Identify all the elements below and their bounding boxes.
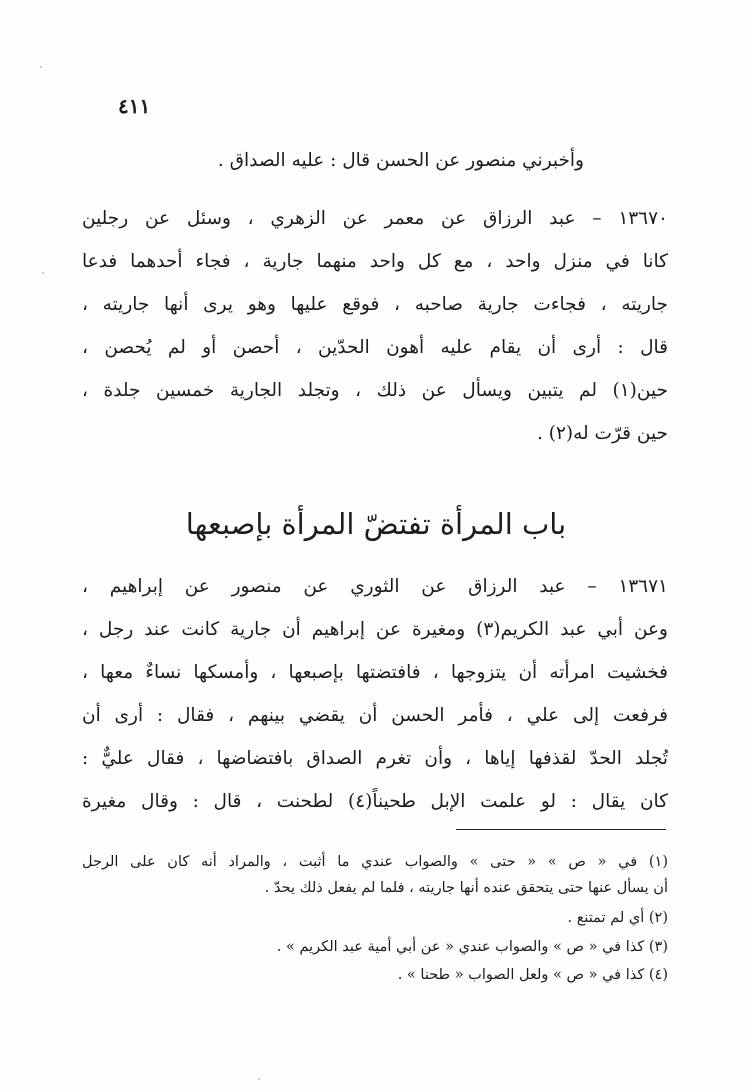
hadith-13670-line: قال : أرى أن يقام عليه أهون الحدّين ، أحصن أو لم يُحصن ، xyxy=(82,337,668,358)
scan-speck xyxy=(42,272,44,274)
hadith-13671-line: وعن أبي عبد الكريم(٣) ومغيرة عن إبراهيم أن جارية كانت عند رجل ، xyxy=(82,619,668,640)
hadith-13671-line: كان يقال : لو علمت الإبل طحيناً(٤) لطحنت ، قال : وقال مغيرة xyxy=(82,791,668,812)
page-number: ٤١١ xyxy=(118,94,151,118)
footnote-4: (٤) كذا في « ص » ولعل الصواب « طحنا » . xyxy=(397,967,668,983)
footnote-1-cont: أن يسأل عنها حتى يتحقق عنده أنها جاريته ، فلما لم يفعل ذلك يحدّ . xyxy=(264,880,668,896)
hadith-13670-line: ١٣٦٧٠ – عبد الرزاق عن معمر عن الزهري ، وسئل عن رجلين xyxy=(82,208,668,229)
chapter-title: باب المرأة تفتضّ المرأة بإصبعها xyxy=(185,507,567,541)
hadith-13671-line: فخشيت امرأته أن يتزوجها ، فافتضتها بإصبعها ، وأمسكها نساءٌ معها ، xyxy=(82,662,668,683)
scan-speck xyxy=(40,66,42,68)
hadith-13671-line: تُجلد الحدّ لقذفها إياها ، وأن تغرم الصداق بافتضاضها ، فقال عليٌّ : xyxy=(82,748,668,769)
hadith-13670-line: حين(١) لم يتبين ويسأل عن ذلك ، وتجلد الجارية خمسين جلدة ، xyxy=(82,380,668,401)
footnote-2: (٢) أي لم تمتنع . xyxy=(567,910,668,926)
hadith-13670-line: حين قرّت له(٢) . xyxy=(536,423,668,444)
footnote-1: (١) في « ص » « حتى » والصواب عندي ما أثبت ، والمراد أنه كان على الرجل xyxy=(82,854,668,870)
hadith-13671-line: ١٣٦٧١ – عبد الرزاق عن الثوري عن منصور عن إبراهيم ، xyxy=(82,576,668,597)
hadith-13670-line: كانا في منزل واحد ، مع كل واحد منهما جارية ، فجاء أحدهما فدعا xyxy=(82,251,668,272)
intro-line: وأخبرني منصور عن الحسن قال : عليه الصداق . xyxy=(217,150,584,171)
hadith-13671-line: فرفعت إلى علي ، فأمر الحسن أن يقضي بينهم ، فقال : أرى أن xyxy=(82,705,668,726)
hadith-13670-line: جاريته ، فجاءت جارية صاحبه ، فوقع عليها وهو يرى أنها جاريته ، xyxy=(82,294,668,315)
footnote-3: (٣) كذا في « ص » والصواب عندي « عن أبي أمية عبد الكريم » . xyxy=(276,939,668,955)
scan-speck xyxy=(258,1078,260,1080)
footnote-divider xyxy=(456,829,666,830)
